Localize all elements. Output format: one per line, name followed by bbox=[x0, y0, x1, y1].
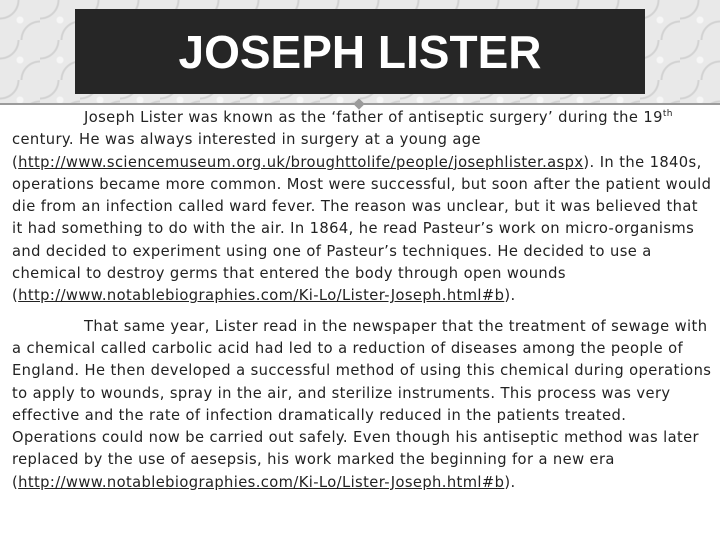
paragraph-1-text-b: century. He was always interested in surgery at a young age ( bbox=[12, 131, 481, 171]
paragraph-1-text-a: Joseph Lister was known as the ‘father of antiseptic surgery’ during the 19 bbox=[84, 109, 663, 126]
notablebiographies-link-1[interactable]: http://www.notablebiographies.com/Ki-Lo/Lister-Joseph.html#b bbox=[18, 287, 505, 305]
paragraph-1 bbox=[12, 107, 712, 308]
paragraph-2-text-b: ). bbox=[504, 473, 516, 491]
paragraph-2 bbox=[12, 316, 712, 494]
paragraph-2-text-a: That same year, Lister read in the newspaper that the treatment of sewage with a chemical called carbolic acid had led to a reduction of diseases among the people of England. He then developed a successful method of using this chemical during operations to apply to wounds, spray in the air, and sterilize instruments. This process was very effective and the rate of infection dramatically reduced in the patients treated. Operations could now be carried out safely. Even though his antiseptic method was later replaced by the use of aesepsis, his work marked the beginning for a new era ( bbox=[12, 317, 712, 491]
body-text bbox=[12, 107, 712, 502]
paragraph-1-text-c: ). In the 1840s, operations became more common. Most were successful, but soon after the patient would die from an infection called ward fever. The reason was unclear, but it was believed that it had something to do with the air. In 1864, he read Pasteur’s work on micro-organisms and decided to experiment using one of Pasteur’s techniques. He decided to use a chemical to destroy germs that entered the body through open wounds ( bbox=[12, 153, 712, 305]
page-title: JOSEPH LISTER bbox=[178, 25, 542, 78]
sciencemuseum-link[interactable]: http://www.sciencemuseum.org.uk/broughttolife/people/josephlister.aspx bbox=[18, 153, 584, 171]
superscript-th: th bbox=[662, 109, 673, 119]
title-banner bbox=[75, 9, 645, 94]
notablebiographies-link-2[interactable]: http://www.notablebiographies.com/Ki-Lo/Lister-Joseph.html#b bbox=[18, 473, 505, 491]
paragraph-1-text-d: ). bbox=[504, 287, 516, 305]
